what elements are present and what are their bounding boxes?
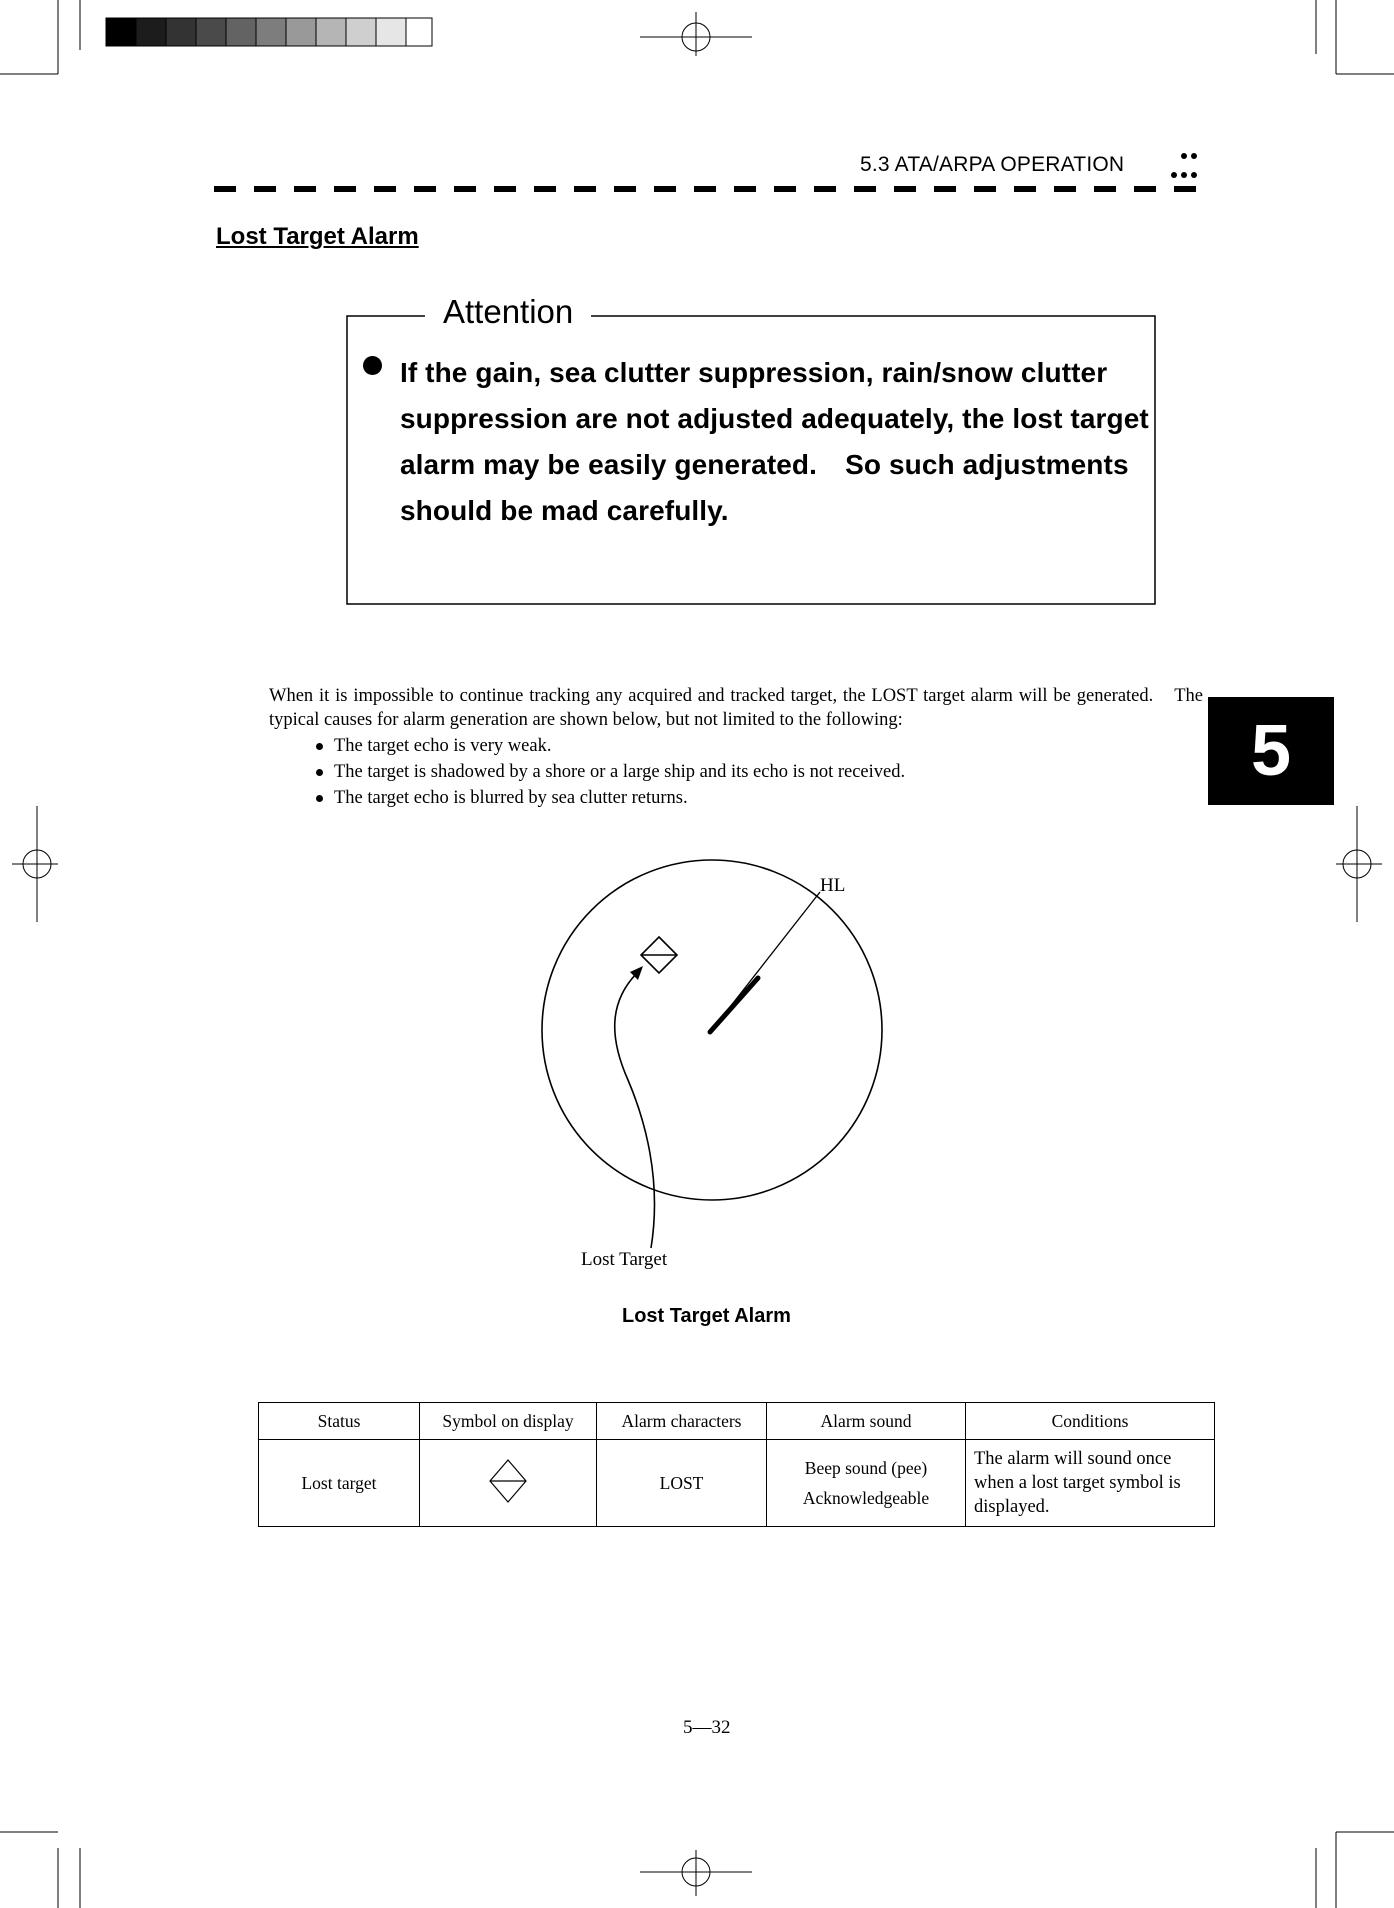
- table-row: [259, 1440, 1215, 1527]
- own-ship-vector: [710, 978, 758, 1032]
- col-header-conditions: Conditions: [966, 1403, 1215, 1440]
- col-header-alarm-sound: Alarm sound: [767, 1403, 966, 1440]
- page-number: 5—32: [683, 1717, 731, 1738]
- cell-alarm-characters: LOST: [597, 1440, 767, 1527]
- table-header-row: [259, 1403, 1215, 1440]
- hl-label: HL: [820, 875, 846, 896]
- cell-conditions: The alarm will sound once when a lost target symbol is displayed.: [966, 1440, 1215, 1527]
- list-item: The target echo is very weak.: [316, 733, 905, 759]
- alarm-table: [258, 1402, 1215, 1527]
- cell-symbol: [420, 1440, 597, 1527]
- col-header-status: Status: [259, 1403, 420, 1440]
- list-item: The target is shadowed by a shore or a large ship and its echo is not received.: [316, 759, 905, 785]
- lost-target-leader: [615, 972, 655, 1248]
- section-title: 5.3 ATA/ARPA OPERATION: [860, 153, 1125, 176]
- list-item: The target echo is blurred by sea clutter returns.: [316, 785, 905, 811]
- lost-target-label: Lost Target: [581, 1249, 668, 1270]
- col-header-alarm-characters: Alarm characters: [597, 1403, 767, 1440]
- alarm-sound-line: Acknowledgeable: [802, 1488, 930, 1508]
- intro-paragraph: When it is impossible to continue tracking any acquired and tracked target, the LOST target alarm will be generated. The typical causes for alarm generation are shown below, but not limited to the following:: [269, 686, 1203, 730]
- attention-label: Attention: [425, 293, 591, 331]
- lost-target-diamond-icon: [641, 937, 677, 973]
- cell-alarm-sound: [767, 1440, 966, 1527]
- chapter-tab: 5: [1208, 697, 1334, 805]
- alarm-sound-line: Beep sound (pee): [804, 1458, 928, 1478]
- col-header-symbol: Symbol on display: [420, 1403, 597, 1440]
- lost-target-diamond-icon: [488, 1458, 528, 1504]
- cell-status: Lost target: [259, 1440, 420, 1527]
- attention-text: If the gain, sea clutter suppression, rain/snow clutter suppression are not adjusted adequately, the lost target alarm may be easily generated. So such adjustments should be mad carefully.: [400, 357, 1149, 526]
- figure-caption: Lost Target Alarm: [622, 1305, 791, 1327]
- page-heading: Lost Target Alarm: [216, 223, 419, 250]
